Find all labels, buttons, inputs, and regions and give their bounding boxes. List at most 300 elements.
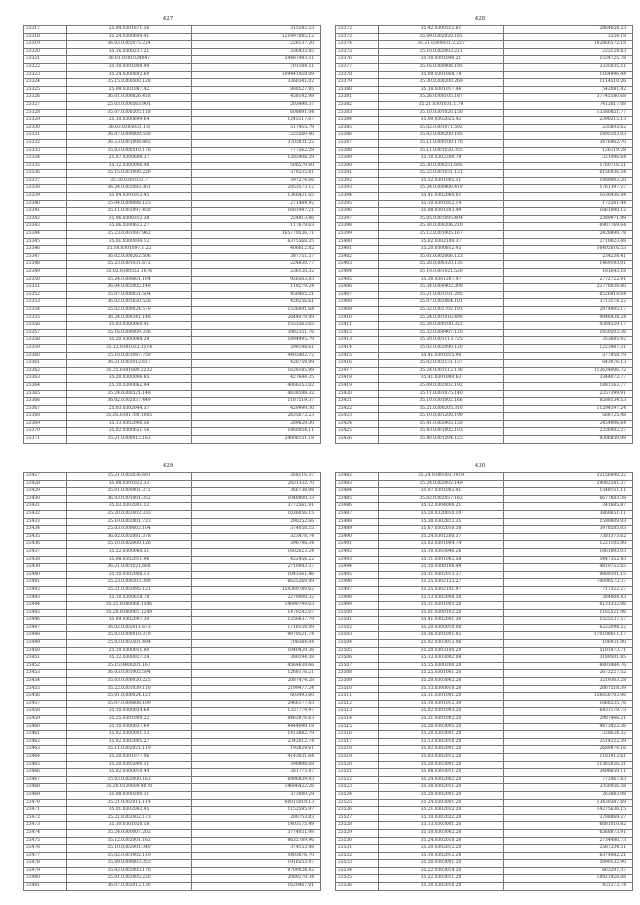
amount-cell: 608891.04 — [192, 109, 321, 117]
table-row — [336, 200, 633, 208]
row-number-cell: 23371 — [24, 436, 67, 444]
row-number-cell: 23321 — [24, 56, 67, 64]
code-cell: 35.41.0301080.63 — [379, 375, 504, 383]
row-number-cell: 23506 — [336, 655, 379, 663]
table-row — [336, 807, 633, 815]
row-number-cell: 23433 — [24, 518, 67, 526]
row-number-cell: 23431 — [24, 503, 67, 511]
code-cell: 35.13.0303001.20 — [379, 822, 504, 830]
amount-cell: 1628185.98 — [192, 367, 321, 375]
table-row — [336, 586, 633, 594]
code-cell: 35.02.0300621.16 — [67, 428, 192, 436]
row-number-cell: 23427 — [24, 473, 67, 481]
amount-cell: 60015019.13 — [192, 799, 321, 807]
row-number-cell: 23420 — [336, 390, 379, 398]
amount-cell: 2831332.70 — [192, 480, 321, 488]
code-cell: 35.02.0300553.1076 — [67, 269, 192, 277]
table-row — [24, 473, 321, 481]
code-cell: 35.30.0302812.35 — [379, 518, 504, 526]
row-number-cell: 23510 — [336, 685, 379, 693]
table-row — [336, 860, 633, 868]
table-row — [24, 329, 321, 337]
code-cell: 35.52.0301005.11 — [379, 177, 504, 185]
row-number-cell: 23445 — [24, 609, 67, 617]
code-cell: 35.16.0300237.21 — [67, 48, 192, 56]
table-row — [24, 784, 321, 792]
amount-cell: 228137.20 — [192, 41, 321, 49]
code-cell: 35.01.0302005.220 — [67, 875, 192, 883]
code-cell: 35.10.0300024.68 — [67, 708, 192, 716]
row-number-cell: 23344 — [24, 231, 67, 239]
code-cell: 35.20.0303002.20 — [379, 678, 504, 686]
row-number-cell: 23359 — [24, 344, 67, 352]
row-number-cell: 23411 — [336, 322, 379, 330]
code-cell: 35.20.0302001.20 — [379, 791, 504, 799]
row-number-cell: 23318 — [24, 33, 67, 41]
code-cell: 35.28.0300320.135 — [379, 261, 504, 269]
table-row — [336, 269, 633, 277]
amount-cell: 458465.21 — [192, 291, 321, 299]
table-row — [24, 413, 321, 421]
table-row — [24, 276, 321, 284]
row-number-cell: 23522 — [336, 776, 379, 784]
amount-cell: 3772561.91 — [192, 503, 321, 511]
amount-cell: 1469193.01 — [504, 261, 633, 269]
row-number-cell: 23410 — [336, 314, 379, 322]
table-row — [336, 109, 633, 117]
amount-cell: 428256.61 — [192, 299, 321, 307]
table-row — [336, 139, 633, 147]
code-cell: 35.32.0300407.120 — [379, 329, 504, 337]
code-cell: 35.15.0400201.167 — [67, 662, 192, 670]
row-number-cell: 23419 — [336, 382, 379, 390]
code-cell: 35.22.0303011.20 — [379, 875, 504, 883]
row-number-cell: 23399 — [336, 231, 379, 239]
table-row — [336, 246, 633, 254]
row-number-cell: 23452 — [24, 662, 67, 670]
row-number-cell: 23345 — [24, 238, 67, 246]
amount-cell: 5447352.43 — [504, 556, 633, 564]
row-number-cell: 23330 — [24, 124, 67, 132]
page-number: 427 — [162, 16, 174, 22]
code-cell: 35.21.0300031.2.227 — [379, 41, 504, 49]
row-number-cell: 23453 — [24, 670, 67, 678]
amount-cell: 1268176.21 — [192, 670, 321, 678]
table-row — [24, 382, 321, 390]
code-cell: 25.10.0300699.64 — [67, 117, 192, 125]
code-cell: 35.04.0301012.45 — [67, 193, 192, 201]
row-number-cell: 23397 — [336, 215, 379, 223]
code-cell: 35.10.0301200.190 — [379, 413, 504, 421]
code-cell: 35.02.0301004.74 — [379, 541, 504, 549]
table-row — [336, 382, 633, 390]
amount-cell: 1916553.47 — [192, 860, 321, 868]
code-cell: 35.10.0301012.14 — [379, 200, 504, 208]
amount-cell: 4384529.17 — [504, 322, 633, 330]
amount-cell: 7412617.08 — [504, 101, 633, 109]
code-cell: 35.41.0302060.61 — [379, 193, 504, 201]
code-cell: 35.13.0302010.20 — [379, 738, 504, 746]
table-row — [336, 86, 633, 94]
row-number-cell: 23495 — [336, 571, 379, 579]
amount-cell: 18921428.88 — [504, 875, 633, 883]
code-cell: 35.20.0303100.20 — [379, 647, 504, 655]
row-number-cell: 23347 — [24, 253, 67, 261]
amount-cell: 568725.48 — [504, 413, 633, 421]
table-row — [24, 26, 321, 34]
code-cell: 35.35.0300300.20 — [379, 662, 504, 670]
code-cell: 35.07.0301002.41 — [379, 488, 504, 496]
row-number-cell: 23536 — [336, 883, 379, 891]
amount-cell: 109441458.09 — [192, 71, 321, 79]
amount-cell: 32156690.22 — [504, 473, 633, 481]
amount-cell: 2087474.28 — [192, 678, 321, 686]
row-number-cell: 23490 — [336, 533, 379, 541]
table-row — [24, 526, 321, 534]
code-cell: 36.01.0300826.418 — [67, 94, 192, 102]
row-number-cell: 23372 — [336, 26, 379, 34]
table-row — [24, 132, 321, 140]
data-table — [335, 25, 633, 444]
table-row — [24, 632, 321, 640]
row-number-cell: 23435 — [24, 533, 67, 541]
table-row — [336, 185, 633, 193]
code-cell: 35.15.0300500.128 — [67, 79, 192, 87]
table-row — [336, 503, 633, 511]
table-row — [336, 556, 633, 564]
row-number-cell: 23430 — [24, 495, 67, 503]
amount-cell: 1602623.24 — [192, 548, 321, 556]
amount-cell: 373080.29 — [192, 791, 321, 799]
row-number-cell: 23339 — [24, 193, 67, 201]
table-row — [336, 640, 633, 648]
amount-cell: 2454006.64 — [504, 420, 633, 428]
table-row — [24, 723, 321, 731]
code-cell: 35.02.0300010.44 — [67, 769, 192, 777]
amount-cell: 203498.37 — [192, 101, 321, 109]
code-cell: 35.20.0301113.725 — [379, 337, 504, 345]
table-row — [336, 845, 633, 853]
row-number-cell: 23535 — [336, 875, 379, 883]
row-number-cell: 23512 — [336, 700, 379, 708]
code-cell: 35.02.0302003.170 — [67, 867, 192, 875]
code-cell: 25.09.0301087.42 — [67, 86, 192, 94]
code-cell: 35.02.0301071.592 — [379, 124, 504, 132]
table-row — [336, 746, 633, 754]
row-number-cell: 23443 — [24, 594, 67, 602]
table-row — [24, 344, 321, 352]
code-cell: 35.21.0302095.121 — [67, 586, 192, 594]
amount-cell: 170108611.17 — [504, 632, 633, 640]
code-cell: 35.10.0300037.69 — [67, 723, 192, 731]
table-row — [336, 837, 633, 845]
code-cell: 36.02.0301650.528 — [67, 299, 192, 307]
code-cell: 35.24.0301016.499 — [379, 314, 504, 322]
row-number-cell: 23428 — [24, 480, 67, 488]
amount-cell: 9709024.82 — [192, 867, 321, 875]
table-row — [336, 609, 633, 617]
code-cell: 35.21.0301002.20 — [379, 716, 504, 724]
amount-cell: 374058.55 — [192, 526, 321, 534]
table-row — [336, 829, 633, 837]
amount-cell: 22778038.80 — [504, 284, 633, 292]
code-cell: 35.43.0301002.103 — [379, 428, 504, 436]
table-row — [24, 398, 321, 406]
amount-cell: 366738.98 — [192, 488, 321, 496]
amount-cell: 6568873.91 — [504, 829, 633, 837]
row-number-cell: 23502 — [336, 624, 379, 632]
code-cell: 35.02.0300200.185 — [379, 132, 504, 140]
amount-cell: 24606151.18 — [192, 436, 321, 444]
code-cell: 35.24.0302002.20 — [379, 776, 504, 784]
table-row — [24, 360, 321, 368]
table-row — [24, 731, 321, 739]
row-number-cell: 23386 — [336, 132, 379, 140]
amount-cell: 1895103.03 — [504, 132, 633, 140]
row-number-cell: 23464 — [24, 753, 67, 761]
table-row — [24, 799, 321, 807]
row-number-cell: 23456 — [24, 693, 67, 701]
row-number-cell: 23378 — [336, 71, 379, 79]
code-cell: 35.03.0302012.20 — [379, 753, 504, 761]
table-row — [24, 495, 321, 503]
amount-cell: 13439387.69 — [504, 799, 633, 807]
code-cell: 35.09.0300003.353 — [67, 860, 192, 868]
table-row — [24, 480, 321, 488]
table-row — [336, 48, 633, 56]
row-number-cell: 23463 — [24, 746, 67, 754]
row-number-cell: 23362 — [24, 367, 67, 375]
amount-cell: 374153.48 — [192, 845, 321, 853]
amount-cell: 3982351.76 — [192, 329, 321, 337]
amount-cell: 1460054.11 — [192, 428, 321, 436]
row-number-cell: 23466 — [24, 769, 67, 777]
row-number-cell: 23382 — [336, 101, 379, 109]
amount-cell: 154389789.62 — [192, 586, 321, 594]
table-row — [24, 678, 321, 686]
row-number-cell: 23408 — [336, 299, 379, 307]
row-number-cell: 23450 — [24, 647, 67, 655]
row-number-cell: 23398 — [336, 223, 379, 231]
code-cell: 36.03.0305031.1.8 — [67, 124, 192, 132]
code-cell: 35.01.0302066.123 — [379, 253, 504, 261]
table-row — [336, 678, 633, 686]
table-row — [336, 253, 633, 261]
table-row — [336, 526, 633, 534]
row-number-cell: 23424 — [336, 420, 379, 428]
table-row — [336, 155, 633, 163]
amount-cell: 1285408.29 — [192, 155, 321, 163]
amount-cell: 70698573.37 — [504, 579, 633, 587]
table-row — [336, 723, 633, 731]
table-row — [24, 746, 321, 754]
amount-cell: 1187519.37 — [192, 398, 321, 406]
row-number-cell: 23465 — [24, 761, 67, 769]
code-cell: 35.12.0304000.21 — [379, 503, 504, 511]
row-number-cell: 23473 — [24, 822, 67, 830]
table-row — [24, 155, 321, 163]
table-row — [336, 94, 633, 102]
code-cell: 35.21.0302011.114 — [67, 799, 192, 807]
code-cell: 25.03.0300602.104 — [67, 526, 192, 534]
code-cell: 35.15.0301000.226 — [67, 170, 192, 178]
code-cell: 35.41.0301015.90 — [379, 352, 504, 360]
table-row — [336, 495, 633, 503]
table-row — [24, 548, 321, 556]
row-number-cell: 23421 — [336, 398, 379, 406]
row-number-cell: 23487 — [336, 510, 379, 518]
row-number-cell: 23377 — [336, 63, 379, 71]
amount-cell: 281775.47 — [192, 769, 321, 777]
code-cell: 35.13.0300010.20 — [379, 685, 504, 693]
code-cell: 35.20.0302012.20 — [379, 845, 504, 853]
row-number-cell: 23322 — [24, 63, 67, 71]
row-number-cell: 23482 — [336, 473, 379, 481]
code-cell: 25.10.0300062.94 — [67, 382, 192, 390]
table-row — [24, 170, 321, 178]
code-cell: 35.25.0302123.27 — [379, 579, 504, 587]
code-cell: 35.25.0302101.97 — [379, 586, 504, 594]
table-row — [24, 518, 321, 526]
amount-cell: 1337779.47 — [192, 708, 321, 716]
row-number-cell: 23432 — [24, 510, 67, 518]
table-row — [336, 731, 633, 739]
table-row — [336, 791, 633, 799]
code-cell: 36.04.0302002.148 — [67, 284, 192, 292]
row-number-cell: 23518 — [336, 746, 379, 754]
code-cell: 35.25.0301600.2232 — [67, 367, 192, 375]
table-row — [24, 299, 321, 307]
row-number-cell: 23414 — [336, 344, 379, 352]
amount-cell: 112634006.72 — [504, 367, 633, 375]
code-cell: 35.30.0302010.20 — [379, 883, 504, 891]
code-cell: 35.03.0300010.379 — [67, 632, 192, 640]
table-row — [24, 640, 321, 648]
table-row — [24, 420, 321, 428]
code-cell: 35.10.0301087.759 — [67, 352, 192, 360]
table-row — [24, 177, 321, 185]
table-row — [336, 306, 633, 314]
code-cell: 36.02.0300262.506 — [67, 253, 192, 261]
table-row — [336, 284, 633, 292]
code-cell: 35.09.0302020.165 — [379, 33, 504, 41]
row-number-cell: 23520 — [336, 761, 379, 769]
table-row — [24, 109, 321, 117]
amount-cell: 6526818.64 — [504, 291, 633, 299]
row-number-cell: 23440 — [24, 571, 67, 579]
row-number-cell: 23375 — [336, 48, 379, 56]
amount-cell: 336433.45 — [192, 48, 321, 56]
row-number-cell: 23479 — [24, 867, 67, 875]
table-row — [24, 261, 321, 269]
table-row — [336, 488, 633, 496]
code-cell: 35.02.0302001.20 — [379, 746, 504, 754]
code-cell: 35.11.0301003.20 — [379, 602, 504, 610]
table-row — [24, 375, 321, 383]
amount-cell: 9873422.36 — [504, 723, 633, 731]
row-number-cell: 23401 — [336, 246, 379, 254]
table-row — [24, 94, 321, 102]
code-cell: 35.30.0301207.47 — [379, 276, 504, 284]
row-number-cell: 23353 — [24, 299, 67, 307]
row-number-cell: 23470 — [24, 799, 67, 807]
row-number-cell: 23529 — [336, 829, 379, 837]
code-cell: 35.12.0300006.48 — [67, 162, 192, 170]
table-row — [336, 367, 633, 375]
row-number-cell: 23534 — [336, 867, 379, 875]
code-cell: 35.11.0301020.355 — [379, 147, 504, 155]
table-row — [336, 413, 633, 421]
amount-cell: 1114510.26 — [504, 79, 633, 87]
table-row — [336, 662, 633, 670]
row-number-cell: 23471 — [24, 807, 67, 815]
table-row — [24, 814, 321, 822]
amount-cell: 236128.32 — [192, 269, 321, 277]
table-row — [336, 360, 633, 368]
table-row — [24, 647, 321, 655]
row-number-cell: 23438 — [24, 556, 67, 564]
amount-cell: 2357399.91 — [504, 390, 633, 398]
amount-cell: 2689874.16 — [504, 746, 633, 754]
table-row — [24, 352, 321, 360]
table-row — [24, 655, 321, 663]
row-number-cell: 23368 — [24, 413, 67, 421]
row-number-cell: 23332 — [24, 139, 67, 147]
row-number-cell: 23328 — [24, 109, 67, 117]
code-cell: 35.20.0301077.06 — [67, 753, 192, 761]
code-cell: 35.21.0301031.1.79 — [379, 101, 504, 109]
row-number-cell: 23340 — [24, 200, 67, 208]
code-cell: 35.16.0300009.336 — [67, 329, 192, 337]
row-number-cell: 23425 — [336, 428, 379, 436]
code-cell: 35.08.0303011.20 — [379, 769, 504, 777]
row-number-cell: 23363 — [24, 375, 67, 383]
code-cell: 35.08.0301203.49 — [379, 208, 504, 216]
amount-cell: 1368421.65 — [192, 193, 321, 201]
row-number-cell: 23523 — [336, 784, 379, 792]
amount-cell: 5403676.70 — [192, 852, 321, 860]
code-cell: 35.28.0300901.1249 — [67, 609, 192, 617]
row-number-cell: 23503 — [336, 632, 379, 640]
code-cell: 35.01.0300102.20 — [379, 609, 504, 617]
row-number-cell: 23383 — [336, 109, 379, 117]
amount-cell: 323478.74 — [192, 533, 321, 541]
table-row — [336, 738, 633, 746]
code-cell: 35.20.0300006.65 — [67, 375, 192, 383]
table-row — [336, 375, 633, 383]
row-number-cell: 23390 — [336, 162, 379, 170]
table-row — [336, 314, 633, 322]
code-cell: 35.11.0302021.119 — [67, 746, 192, 754]
amount-cell: 315542.53 — [192, 26, 321, 34]
amount-cell: 422456.22 — [192, 556, 321, 564]
code-cell: 35.02.0302057.162 — [379, 495, 504, 503]
table-row — [24, 223, 321, 231]
table-row — [336, 79, 633, 87]
amount-cell: 6431179.73 — [504, 708, 633, 716]
table-row — [24, 488, 321, 496]
row-number-cell: 23391 — [336, 170, 379, 178]
table-row — [336, 548, 633, 556]
row-number-cell: 23516 — [336, 731, 379, 739]
table-row — [336, 420, 633, 428]
table-row — [336, 571, 633, 579]
amount-cell: 2335035.51 — [504, 63, 633, 71]
code-cell: 35.10.0302008.13 — [67, 571, 192, 579]
code-cell: 35.28.0300100.322 — [379, 322, 504, 330]
code-cell: 35.25.0301009.22 — [67, 716, 192, 724]
table-row — [24, 602, 321, 610]
